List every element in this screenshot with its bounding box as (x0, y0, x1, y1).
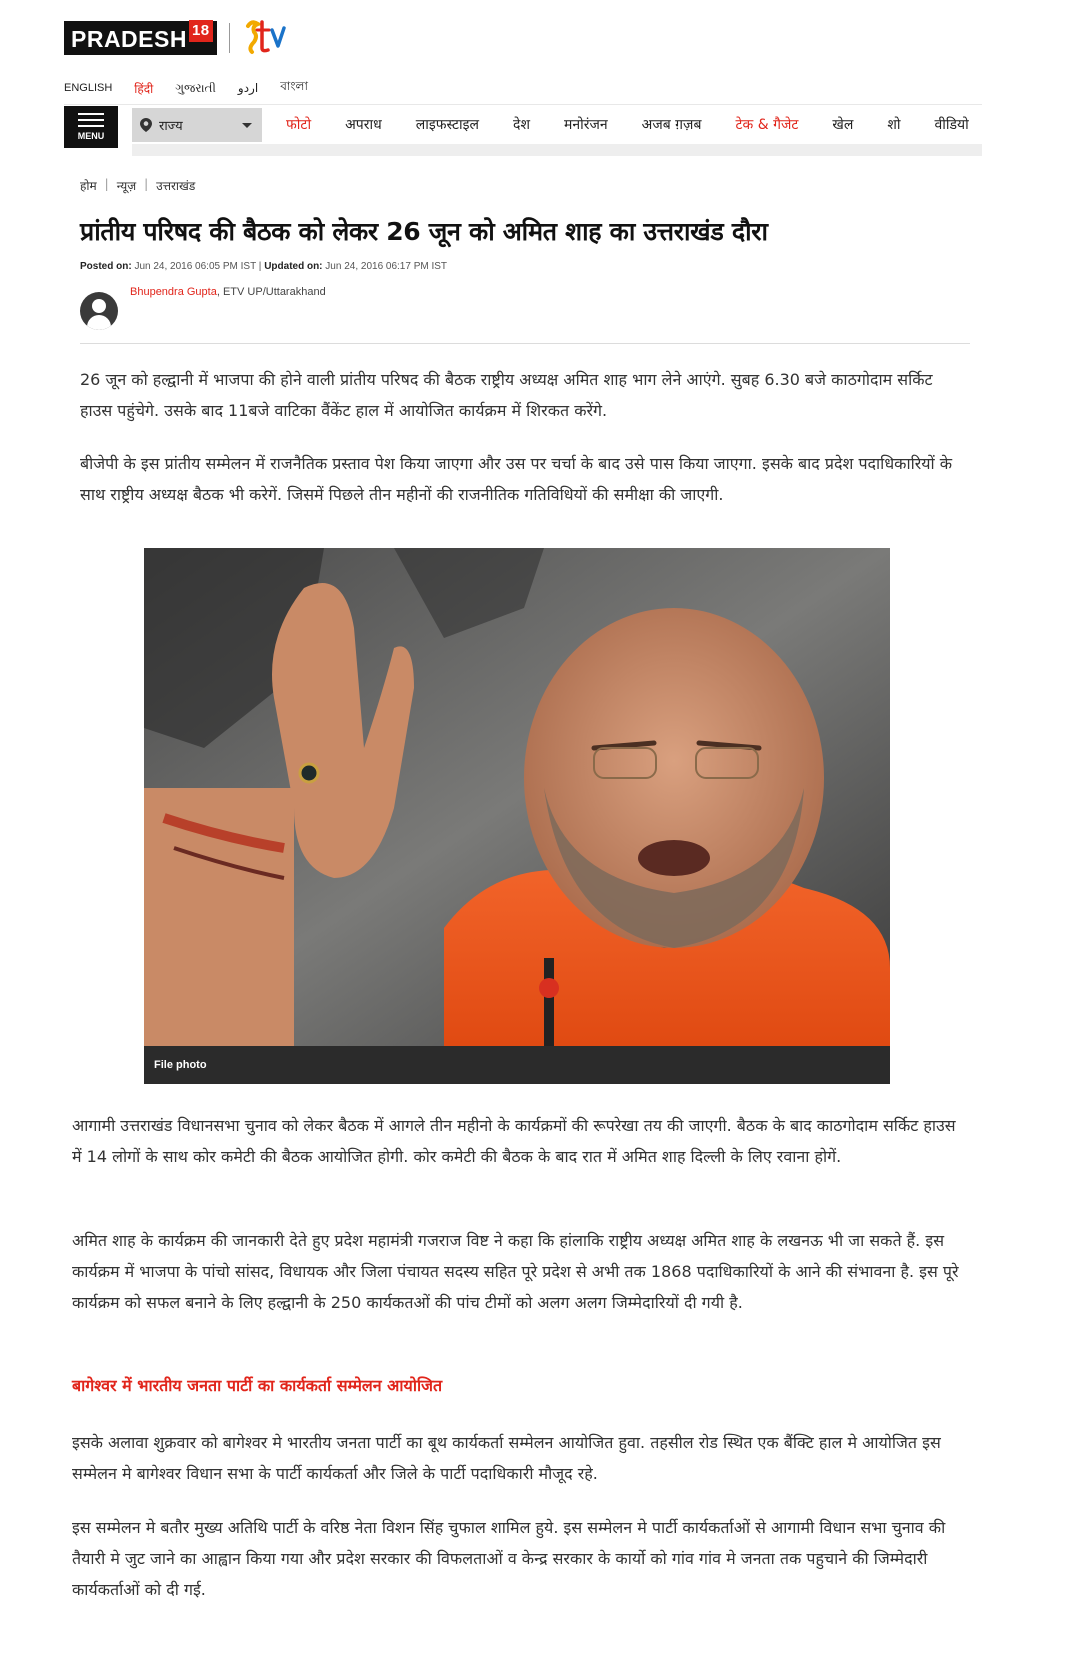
author-name[interactable]: Bhupendra Gupta (130, 286, 217, 298)
main-nav (64, 104, 982, 144)
nav-item-sports[interactable]: खेल (832, 117, 854, 133)
breadcrumb-uttarakhand[interactable]: उत्तराखंड (156, 179, 196, 193)
state-dropdown-value: राज्य (159, 118, 183, 134)
photo-caption: File photo (144, 1046, 890, 1084)
article-paragraph-5: इसके अलावा शुक्रवार को बागेश्वर मे भारतीय जनता पार्टी का बूथ कार्यकर्ता सम्मेलन आयोजित हुवा. तहसील रोड स्थित एक बैंक्टि हाल मे आयोजित इस सम्मेलन मे बागेश्वर विधान सभा के पार्टी कार्यकर्ता और जिले के पार्टी पदाधिकारी मौजूद रहे. (72, 1433, 941, 1483)
article-paragraph-2: बीजेपी के इस प्रांतीय सम्मेलन में राजनैतिक प्रस्ताव पेश किया जाएगा और उस पर चर्चा के बाद उसे पास किया जाएगा. इसके बाद प्रदेश पदाधिकारियों के साथ राष्ट्रीय अध्यक्ष बैठक भी करेगें. जिसमें पिछले तीन महीनों की राजनीतिक गतिविधियों की समीक्षा की जाएगी. (80, 454, 953, 504)
nav-item-show[interactable]: शो (887, 117, 901, 133)
logo-number: 18 (189, 20, 213, 42)
breadcrumb-news[interactable]: न्यूज़ (116, 179, 137, 193)
state-dropdown[interactable] (132, 108, 262, 142)
nav-item-crime[interactable]: अपराध (345, 117, 382, 133)
article-paragraph-1: 26 जून को हल्द्वानी में भाजपा की होने वाली प्रांतीय परिषद की बैठक राष्ट्रीय अध्यक्ष अमित शाह भाग लेने आएंगे. सुबह 6.30 बजे काठगोदाम सर्किट हाउस पहुंचेगे. उसके बाद 11बजे वाटिका वैंकेंट हाल में आयोजित कार्यक्रम में शिरकत करेंगे. (80, 370, 933, 420)
menu-label: MENU (77, 130, 105, 141)
article-paragraph-4: अमित शाह के कार्यक्रम की जानकारी देते हुए प्रदेश महामंत्री गजराज विष्ट ने कहा कि हांलाकि राष्ट्रीय अध्यक्ष अमित शाह के लखनऊ भी जा सकते हैं. इस कार्यक्रम में भाजपा के पांचो सांसद, विधायक और जिला पंचायत सदस्य सहित पूरे प्रदेश से अभी तक 1868 पदाधिकारियों के आने की संभावना है. इस पूरे कार्यक्रम को सफल बनाने के लिए हल्द्वानी के 250 कार्यकतओं की पांच टीमों को अलग अलग जिम्मेदारियों दी गयी है. (72, 1231, 959, 1312)
avatar-icon (80, 292, 118, 330)
post-meta (80, 261, 447, 272)
nav-item-tech-gadget[interactable]: टेक & गैजेट (735, 117, 799, 133)
breadcrumb (80, 177, 195, 194)
author-org: , ETV UP/Uttarakhand (216, 286, 326, 298)
updated-label: Updated on: (264, 261, 323, 272)
logo-text: PRADESH (71, 26, 187, 52)
article-subheading: बागेश्वर में भारतीय जनता पार्टी का कार्यकर्ता सम्मेलन आयोजित (72, 1376, 443, 1395)
breadcrumb-separator: | (144, 177, 149, 191)
hamburger-icon (78, 113, 104, 127)
header-logos (64, 18, 288, 58)
divider (80, 343, 970, 344)
nav-item-photo[interactable]: फोटो (286, 117, 312, 133)
menu-button[interactable] (64, 106, 118, 148)
pradesh18-logo[interactable] (64, 21, 217, 55)
article-headline: प्रांतीय परिषद की बैठक को लेकर 26 जून को अमित शाह का उत्तराखंड दौरा (80, 217, 768, 246)
article-photo (144, 548, 890, 1084)
author-block (80, 286, 326, 330)
breadcrumb-home[interactable]: होम (80, 179, 97, 193)
updated-date: Jun 24, 2016 06:17 PM IST (325, 261, 448, 272)
breadcrumb-separator: | (104, 177, 109, 191)
article-paragraph-6: इस सम्मेलन मे बतौर मुख्य अतिथि पार्टी के वरिष्ठ नेता विशन सिंह चुफाल शामिल हुये. इस सम्मेलन मे पार्टी कार्यकर्ताओं से आगामी विधान सभा चुनाव की तैयारी मे जुट जाने का आह्वान किया गया और प्रदेश सरकार की विफलताओं व केन्द्र सरकार के कार्यो को गांव गांव मे जनता तक पहुचाने की जिम्मेदारी कार्यकर्ताओं को दी गई. (72, 1518, 946, 1599)
nav-item-ajab-gajab[interactable]: अजब ग़ज़ब (641, 117, 702, 133)
location-pin-icon (140, 118, 152, 132)
nav-item-lifestyle[interactable]: लाइफस्टाइल (415, 117, 480, 133)
nav-item-video[interactable]: वीडियो (934, 117, 969, 133)
lang-english[interactable]: ENGLISH (64, 82, 113, 94)
posted-label: Posted on: (80, 261, 132, 272)
nav-item-country[interactable]: देश (513, 117, 530, 133)
language-switcher (64, 78, 308, 98)
author-info (130, 286, 326, 330)
article-paragraph-3: आगामी उत्तराखंड विधानसभा चुनाव को लेकर बैठक में आगले तीन महीनो के कार्यक्रमों की रूपरेखा तय की जाएगी. बैठक के बाद काठगोदाम सर्किट हाउस में 14 लोगों के साथ कोर कमेटी की बैठक आयोजित होगी. कोर कमेटी की बैठक के बाद रात में अमित शाह दिल्ली के लिए रवाना होगें. (72, 1116, 956, 1166)
lang-bangla[interactable]: বাংলা (280, 79, 308, 93)
logo-separator (229, 23, 230, 53)
nav-item-entertainment[interactable]: मनोरंजन (563, 117, 608, 133)
meta-separator: | (258, 261, 265, 272)
article-photo-image (144, 548, 890, 1046)
lang-urdu[interactable]: اردو (237, 81, 259, 95)
lang-hindi[interactable]: हिंदी (134, 81, 154, 96)
nav-items (286, 115, 969, 134)
posted-date: Jun 24, 2016 06:05 PM IST (134, 261, 257, 272)
lang-gujarati[interactable]: ગુજરાતી (175, 80, 216, 95)
etv-logo[interactable] (242, 18, 288, 58)
chevron-down-icon (242, 123, 252, 128)
nav-underline-bar (132, 144, 982, 156)
